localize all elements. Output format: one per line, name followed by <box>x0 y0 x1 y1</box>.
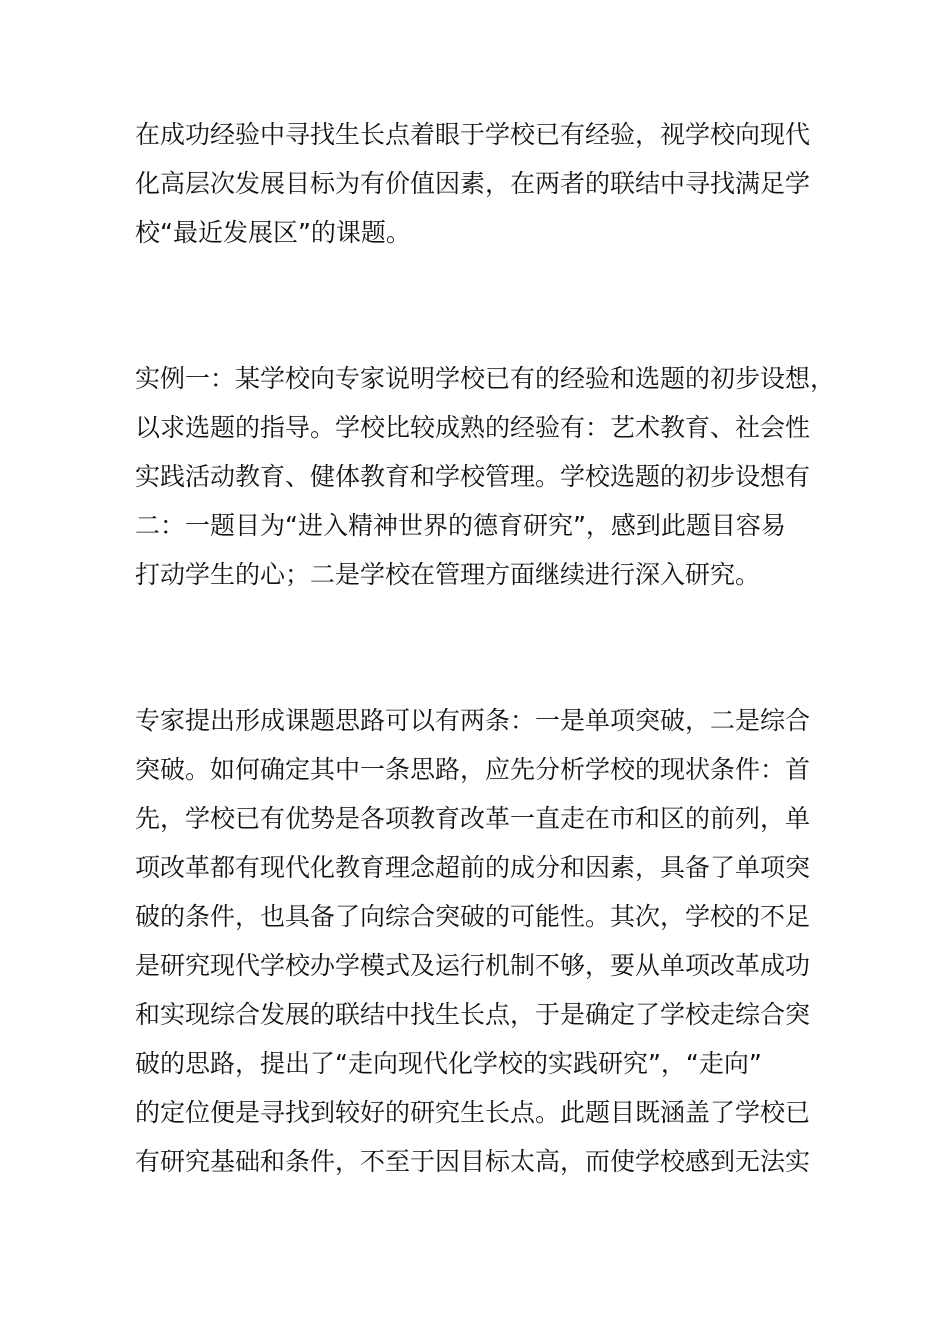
text-line: 实践活动教育、健体教育和学校管理。学校选题的初步设想有 <box>135 462 811 491</box>
text-line: 在成功经验中寻找生长点着眼于学校已有经验，视学校向现代 <box>135 120 811 149</box>
text-line: 实例一：某学校向专家说明学校已有的经验和选题的初步设想， <box>135 364 836 393</box>
text-line: 化高层次发展目标为有价值因素，在两者的联结中寻找满足学 <box>135 169 811 198</box>
text-line: 破的条件，也具备了向综合突破的可能性。其次，学校的不足 <box>135 902 811 931</box>
text-line: 和实现综合发展的联结中找生长点，于是确定了学校走综合突 <box>135 1000 811 1029</box>
text-line: 二：一题目为“进入精神世界的德育研究”，感到此题目容易 <box>135 511 786 540</box>
text-line: 专家提出形成课题思路可以有两条：一是单项突破，二是综合 <box>135 706 811 735</box>
text-line: 是研究现代学校办学模式及运行机制不够，要从单项改革成功 <box>135 951 811 980</box>
paragraph-1 <box>135 110 825 257</box>
text-line: 破的思路，提出了“走向现代化学校的实践研究”，“走向” <box>135 1049 762 1078</box>
text-line: 有研究基础和条件，不至于因目标太高，而使学校感到无法实 <box>135 1147 811 1176</box>
text-line: 先，学校已有优势是各项教育改革一直走在市和区的前列，单 <box>135 804 811 833</box>
text-line: 项改革都有现代化教育理念超前的成分和因素，具备了单项突 <box>135 853 811 882</box>
paragraph-3 <box>135 696 825 1186</box>
text-line: 的定位便是寻找到较好的研究生长点。此题目既涵盖了学校已 <box>135 1098 811 1127</box>
text-line: 校“最近发展区”的课题。 <box>135 218 411 247</box>
text-line: 突破。如何确定其中一条思路，应先分析学校的现状条件：首 <box>135 755 811 784</box>
text-line: 打动学生的心；二是学校在管理方面继续进行深入研究。 <box>135 560 761 589</box>
paragraph-2 <box>135 354 836 599</box>
text-line: 以求选题的指导。学校比较成熟的经验有：艺术教育、社会性 <box>135 413 811 442</box>
